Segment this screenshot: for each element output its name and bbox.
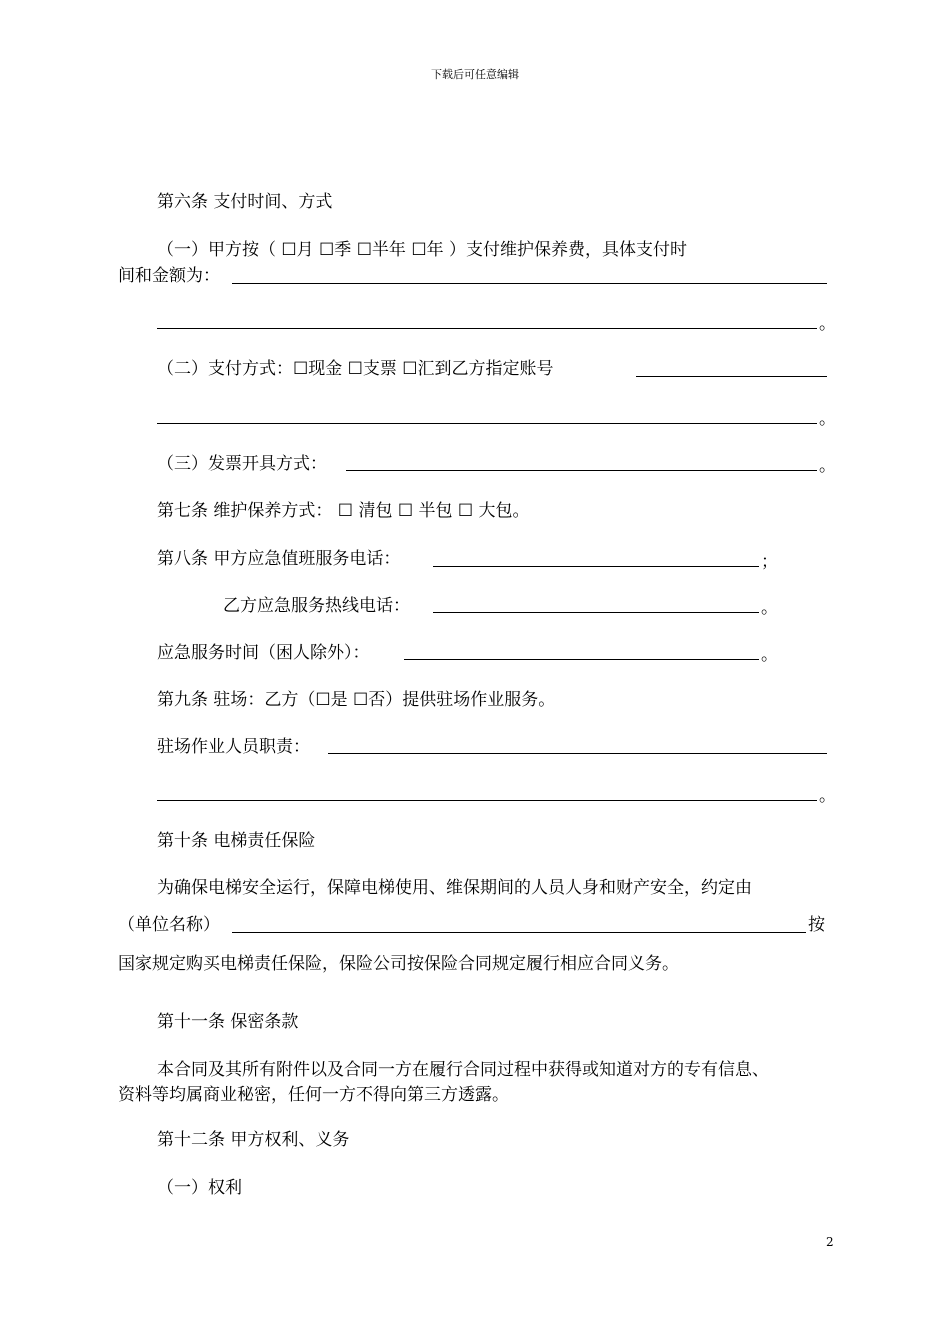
period-mark: 。 [761, 645, 778, 665]
article-11-line-1: 本合同及其所有附件以及合同一方在履行合同过程中获得或知道对方的专有信息、 [157, 1060, 769, 1080]
article-10-title: 第十条 电梯责任保险 [157, 831, 316, 851]
article-10-line-1: 为确保电梯安全运行，保障电梯使用、维保期间的人员人身和财产安全，约定由 [157, 878, 752, 898]
period-mark: 。 [819, 456, 836, 476]
invoice-method-blank[interactable] [346, 470, 817, 471]
on-site-duty-label: 驻场作业人员职责： [157, 737, 310, 757]
period-mark: 。 [819, 786, 836, 806]
article-10-line-3: 国家规定购买电梯责任保险，保险公司按保险合同规定履行相应合同义务。 [118, 954, 679, 974]
payment-frequency-line: （一）甲方按（ ☐月 ☐季 ☐半年 ☐年 ）支付维护保养费，具体支付时 [157, 240, 687, 260]
article-11-line-2: 资料等均属商业秘密，任何一方不得向第三方透露。 [118, 1085, 509, 1105]
party-a-emergency-phone-label: 第八条 甲方应急值班服务电话： [157, 549, 401, 569]
invoice-method-label: （三）发票开具方式： [157, 454, 327, 474]
article-11-title: 第十一条 保密条款 [157, 1012, 299, 1032]
article-9-on-site-service: 第九条 驻场：乙方（☐是 ☐否）提供驻场作业服务。 [157, 690, 556, 710]
semicolon-mark: ； [761, 552, 778, 572]
article-6-title: 第六条 支付时间、方式 [157, 192, 333, 212]
on-site-duty-blank-1[interactable] [328, 753, 827, 754]
on-site-duty-blank-2[interactable] [157, 800, 817, 801]
emergency-service-time-blank[interactable] [404, 659, 759, 660]
period-mark: 。 [761, 598, 778, 618]
period-mark: 。 [819, 314, 836, 334]
account-number-blank-2[interactable] [157, 423, 817, 424]
emergency-service-time-label: 应急服务时间（困人除外）： [157, 643, 370, 663]
payment-method-line: （二）支付方式：☐现金 ☐支票 ☐汇到乙方指定账号 [157, 359, 554, 379]
account-number-blank[interactable] [636, 376, 827, 377]
party-b-hotline-blank[interactable] [433, 612, 759, 613]
page-number: 2 [826, 1235, 834, 1249]
payment-amount-label: 间和金额为： [118, 266, 220, 286]
article-10-line-2-end: 按 [808, 915, 825, 935]
insured-unit-blank[interactable] [232, 932, 806, 933]
article-12-sub-1: （一）权利 [157, 1178, 242, 1198]
article-12-title: 第十二条 甲方权利、义务 [157, 1130, 350, 1150]
insured-unit-label: （单位名称） [118, 915, 220, 935]
payment-amount-blank-1[interactable] [232, 283, 827, 284]
period-mark: 。 [819, 409, 836, 429]
payment-amount-blank-2[interactable] [157, 328, 817, 329]
party-b-hotline-label: 乙方应急服务热线电话： [223, 596, 410, 616]
page-header: 下载后可任意编辑 [431, 68, 519, 81]
party-a-emergency-phone-blank[interactable] [433, 566, 759, 567]
article-7-maintenance-mode: 第七条 维护保养方式： ☐ 清包 ☐ 半包 ☐ 大包。 [157, 501, 530, 521]
